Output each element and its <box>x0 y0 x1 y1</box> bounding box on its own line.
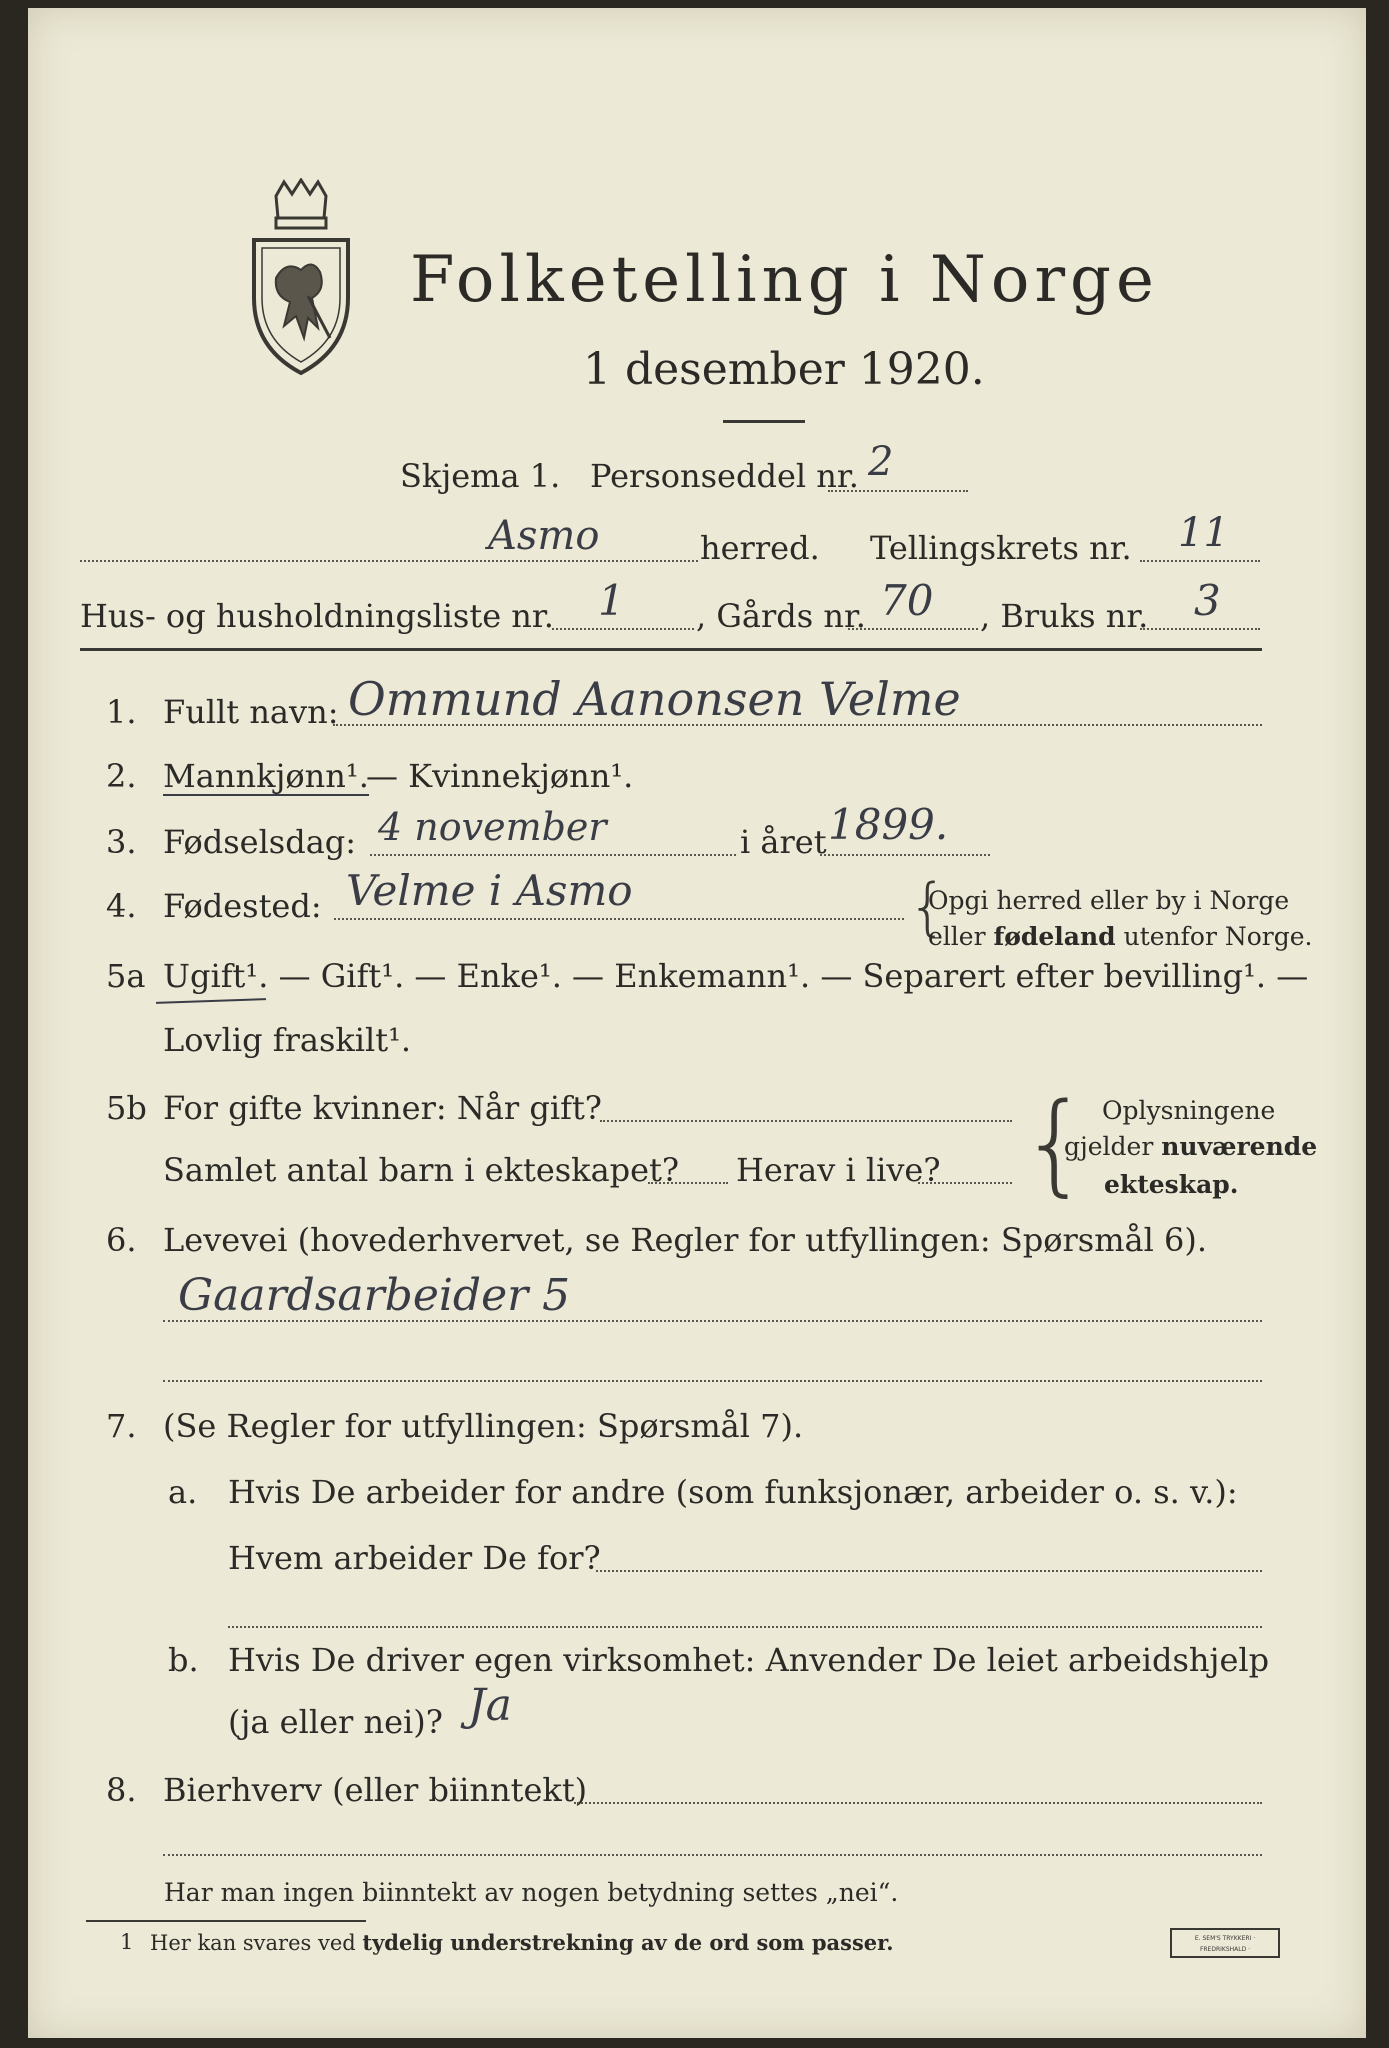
q4-value: Velme i Asmo <box>346 866 633 915</box>
q5b-married-when: For gifte kvinner: Når gift? <box>163 1089 602 1127</box>
q3-year-label: i året <box>740 823 827 861</box>
herred-label: herred. <box>700 529 820 567</box>
bruks-label: , Bruks nr. <box>980 597 1149 635</box>
q5a-number: 5a <box>106 957 146 995</box>
hus-label: Hus- og husholdningsliste nr. <box>80 597 554 635</box>
q6-label: Levevei (hovederhvervet, se Regler for utfyllingen: Spørsmål 6). <box>163 1221 1208 1259</box>
form-title: Folketelling i Norge <box>410 243 1159 317</box>
q5b-note-line3: ekteskap. <box>1104 1170 1239 1199</box>
q4-note-line2: eller fødeland utenfor Norge. <box>928 922 1313 951</box>
q3-label: Fødselsdag: <box>163 823 357 861</box>
personseddel-value: 2 <box>868 439 894 485</box>
q7a-question: Hvis De arbeider for andre (som funksjonær, arbeider o. s. v.): <box>228 1473 1238 1511</box>
herred-value: Asmo <box>488 513 600 559</box>
q7a-employer-label: Hvem arbeider De for? <box>228 1539 601 1577</box>
gards-value: 70 <box>880 576 934 625</box>
personseddel-label: Personseddel nr. <box>590 457 859 495</box>
q7-label: (Se Regler for utfyllingen: Spørsmål 7). <box>163 1407 804 1445</box>
q6-number: 6. <box>106 1221 137 1259</box>
q5a-handwritten-underline <box>156 998 266 1004</box>
q2-female-option: — Kvinnekjønn¹. <box>366 757 634 795</box>
q5b-alive-line <box>918 1182 1012 1184</box>
q2-male-option: Mannkjønn¹. <box>163 757 369 795</box>
tellingskrets-line <box>1140 560 1260 562</box>
bruks-value: 3 <box>1194 576 1221 625</box>
q3-line <box>370 854 736 856</box>
q7b-question: Hvis De driver egen virksomhet: Anvender De leiet arbeidshjelp <box>228 1641 1270 1679</box>
q7a-employer-line-2 <box>228 1626 1262 1628</box>
q7b-letter: b. <box>168 1641 199 1679</box>
footnote-text: Her kan svares ved tydelig understrekning av de ord som passer. <box>150 1930 894 1955</box>
q3-value: 4 november <box>378 805 607 849</box>
title-divider <box>723 420 805 423</box>
q8-number: 8. <box>106 1771 137 1809</box>
q7b-yes-no-label: (ja eller nei)? <box>228 1703 443 1741</box>
q5b-children-line <box>648 1182 728 1184</box>
q1-label: Fullt navn: <box>163 693 339 731</box>
q5b-note-brace: { <box>1020 1079 1090 1207</box>
q7-number: 7. <box>106 1407 137 1445</box>
skjema-label: Skjema 1. <box>400 457 561 495</box>
q5b-note-line1: Oplysningene <box>1102 1096 1276 1125</box>
q4-number: 4. <box>106 887 137 925</box>
q5b-married-line <box>600 1120 1012 1122</box>
personseddel-line <box>828 490 968 492</box>
q8-line <box>574 1802 1262 1804</box>
tellingskrets-label: Tellingskrets nr. <box>870 529 1132 567</box>
q7a-employer-line <box>596 1570 1262 1572</box>
q2-number: 2. <box>106 757 137 795</box>
footnote-number: 1 <box>120 1930 134 1954</box>
q5b-children-label: Samlet antal barn i ekteskapet? <box>163 1151 680 1189</box>
gards-label: , Gårds nr. <box>696 597 866 635</box>
q6-line-2 <box>163 1380 1262 1382</box>
footer-note: Har man ingen biinntekt av nogen betydning settes „nei“. <box>164 1878 899 1907</box>
q8-label: Bierhverv (eller biinntekt) <box>163 1771 588 1809</box>
q7a-letter: a. <box>168 1473 198 1511</box>
header-divider <box>80 648 1262 651</box>
hus-line <box>552 628 694 630</box>
bruks-line <box>1140 628 1260 630</box>
q1-number: 1. <box>106 693 137 731</box>
norwegian-coat-of-arms-icon <box>246 178 356 378</box>
q4-label: Fødested: <box>163 887 322 925</box>
census-form-sheet <box>28 8 1366 2038</box>
printer-stamp <box>1170 1928 1280 1958</box>
q5a-options: Ugift¹. — Gift¹. — Enke¹. — Enkemann¹. — Separert efter bevilling¹. — <box>163 957 1309 995</box>
q3-year-line <box>820 854 990 856</box>
q4-line <box>334 918 904 920</box>
q6-line-1 <box>163 1320 1262 1322</box>
q5b-number: 5b <box>106 1089 147 1127</box>
q3-number: 3. <box>106 823 137 861</box>
q5b-note-line2: gjelder nuværende <box>1064 1132 1318 1161</box>
q6-value: Gaardsarbeider 5 <box>178 1270 571 1321</box>
printer-stamp-text: E. SEM'S TRYKKERI · FREDRIKSHALD · <box>1194 1935 1256 1953</box>
herred-line <box>80 560 698 562</box>
q4-note-line1: Opgi herred eller by i Norge <box>928 886 1290 915</box>
q8-line-2 <box>163 1854 1262 1856</box>
q5b-alive-label: Herav i live? <box>736 1151 941 1189</box>
q7b-value: Ja <box>468 1680 512 1731</box>
hus-value: 1 <box>598 576 625 625</box>
tellingskrets-value: 11 <box>1178 510 1229 556</box>
footnote-divider <box>86 1920 366 1922</box>
q1-value: Ommund Aanonsen Velme <box>348 672 961 726</box>
census-date: 1 desember 1920. <box>583 344 985 395</box>
gards-line <box>848 628 978 630</box>
q5a-options-cont: Lovlig fraskilt¹. <box>163 1021 412 1059</box>
q3-year-value: 1899. <box>828 800 949 849</box>
q4-note-brace: { <box>908 870 948 943</box>
